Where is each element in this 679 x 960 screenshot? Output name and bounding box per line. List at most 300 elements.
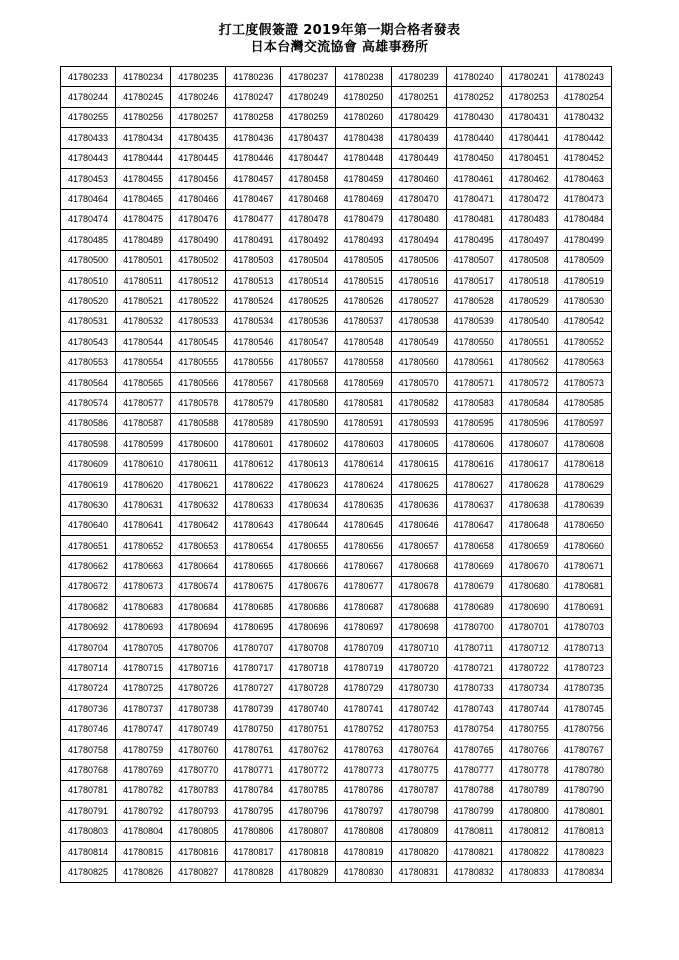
applicant-number-cell: 41780798	[391, 801, 446, 821]
applicant-number-cell: 41780651	[61, 535, 116, 555]
applicant-number-cell: 41780807	[281, 821, 336, 841]
applicant-number-cell: 41780577	[116, 393, 171, 413]
applicant-number-cell: 41780578	[171, 393, 226, 413]
applicant-number-cell: 41780783	[171, 780, 226, 800]
applicant-number-cell: 41780564	[61, 372, 116, 392]
table-row	[61, 230, 612, 250]
applicant-number-cell: 41780513	[226, 270, 281, 290]
applicant-number-cell: 41780502	[171, 250, 226, 270]
applicant-number-cell: 41780746	[61, 719, 116, 739]
applicant-number-cell: 41780706	[171, 637, 226, 657]
applicant-number-cell: 41780250	[336, 87, 391, 107]
applicant-number-cell: 41780743	[446, 699, 501, 719]
table-row	[61, 495, 612, 515]
applicant-number-cell: 41780585	[556, 393, 611, 413]
applicant-number-cell: 41780507	[446, 250, 501, 270]
applicant-number-cell: 41780727	[226, 678, 281, 698]
applicant-number-cell: 41780258	[226, 107, 281, 127]
applicant-number-cell: 41780504	[281, 250, 336, 270]
applicant-number-cell: 41780606	[446, 434, 501, 454]
applicant-number-cell: 41780460	[391, 168, 446, 188]
applicant-number-cell: 41780715	[116, 658, 171, 678]
applicant-number-cell: 41780492	[281, 230, 336, 250]
applicant-number-cell: 41780563	[556, 352, 611, 372]
applicant-number-cell: 41780609	[61, 454, 116, 474]
table-row	[61, 413, 612, 433]
table-row	[61, 841, 612, 861]
applicant-number-cell: 41780436	[226, 128, 281, 148]
table-row	[61, 576, 612, 596]
applicant-number-cell: 41780441	[501, 128, 556, 148]
applicant-number-cell: 41780725	[116, 678, 171, 698]
applicant-number-cell: 41780615	[391, 454, 446, 474]
applicant-number-cell: 41780675	[226, 576, 281, 596]
applicant-number-cell: 41780611	[171, 454, 226, 474]
applicant-number-cell: 41780447	[281, 148, 336, 168]
applicant-number-cell: 41780573	[556, 372, 611, 392]
applicant-number-cell: 41780526	[336, 291, 391, 311]
applicant-number-cell: 41780528	[446, 291, 501, 311]
applicant-number-cell: 41780555	[171, 352, 226, 372]
applicant-number-cell: 41780485	[61, 230, 116, 250]
applicant-number-cell: 41780602	[281, 434, 336, 454]
applicant-number-cell: 41780753	[391, 719, 446, 739]
applicant-number-cell: 41780234	[116, 67, 171, 87]
applicant-number-cell: 41780590	[281, 413, 336, 433]
applicant-number-cell: 41780760	[171, 739, 226, 759]
applicant-number-cell: 41780517	[446, 270, 501, 290]
table-row	[61, 780, 612, 800]
applicant-number-cell: 41780711	[446, 637, 501, 657]
applicant-number-cell: 41780580	[281, 393, 336, 413]
applicant-number-cell: 41780799	[446, 801, 501, 821]
applicant-number-cell: 41780806	[226, 821, 281, 841]
applicant-number-cell: 41780763	[336, 739, 391, 759]
applicant-number-cell: 41780607	[501, 434, 556, 454]
table-row	[61, 209, 612, 229]
applicant-number-cell: 41780645	[336, 515, 391, 535]
applicant-number-cell: 41780591	[336, 413, 391, 433]
applicant-number-cell: 41780562	[501, 352, 556, 372]
applicant-number-cell: 41780791	[61, 801, 116, 821]
applicant-number-cell: 41780758	[61, 739, 116, 759]
table-row	[61, 474, 612, 494]
applicant-number-cell: 41780240	[446, 67, 501, 87]
applicant-number-cell: 41780684	[171, 597, 226, 617]
applicant-number-cell: 41780613	[281, 454, 336, 474]
applicant-number-cell: 41780452	[556, 148, 611, 168]
applicant-number-cell: 41780548	[336, 332, 391, 352]
applicant-number-cell: 41780646	[391, 515, 446, 535]
applicant-number-cell: 41780638	[501, 495, 556, 515]
applicant-number-cell: 41780519	[556, 270, 611, 290]
applicant-number-cell: 41780574	[61, 393, 116, 413]
applicant-number-cell: 41780506	[391, 250, 446, 270]
applicant-number-cell: 41780558	[336, 352, 391, 372]
applicant-number-cell: 41780769	[116, 760, 171, 780]
applicant-number-cell: 41780256	[116, 107, 171, 127]
applicant-number-cell: 41780581	[336, 393, 391, 413]
applicant-number-cell: 41780681	[556, 576, 611, 596]
applicant-number-cell: 41780744	[501, 699, 556, 719]
applicant-number-cell: 41780712	[501, 637, 556, 657]
applicant-number-cell: 41780239	[391, 67, 446, 87]
applicant-number-cell: 41780717	[226, 658, 281, 678]
applicant-number-cell: 41780780	[556, 760, 611, 780]
table-row	[61, 801, 612, 821]
table-row	[61, 760, 612, 780]
applicant-number-cell: 41780705	[116, 637, 171, 657]
applicant-number-cell: 41780512	[171, 270, 226, 290]
applicant-number-cell: 41780767	[556, 739, 611, 759]
applicant-number-cell: 41780515	[336, 270, 391, 290]
applicant-number-cell: 41780619	[61, 474, 116, 494]
applicant-number-cell: 41780557	[281, 352, 336, 372]
applicant-number-cell: 41780579	[226, 393, 281, 413]
table-row	[61, 270, 612, 290]
applicant-number-cell: 41780237	[281, 67, 336, 87]
applicant-number-cell: 41780554	[116, 352, 171, 372]
applicant-number-cell: 41780721	[446, 658, 501, 678]
applicant-number-cell: 41780691	[556, 597, 611, 617]
applicant-number-cell: 41780759	[116, 739, 171, 759]
applicant-number-cell: 41780481	[446, 209, 501, 229]
page-title: 打工度假簽證 2019年第一期合格者發表	[218, 23, 461, 38]
applicant-number-cell: 41780572	[501, 372, 556, 392]
applicant-number-cell: 41780747	[116, 719, 171, 739]
applicant-number-cell: 41780456	[171, 168, 226, 188]
applicant-number-cell: 41780235	[171, 67, 226, 87]
applicant-number-cell: 41780817	[226, 841, 281, 861]
applicant-number-cell: 41780462	[501, 168, 556, 188]
table-row	[61, 637, 612, 657]
applicant-number-cell: 41780260	[336, 107, 391, 127]
applicant-number-cell: 41780787	[391, 780, 446, 800]
applicant-number-cell: 41780730	[391, 678, 446, 698]
applicant-number-cell: 41780640	[61, 515, 116, 535]
applicant-number-cell: 41780755	[501, 719, 556, 739]
applicant-number-cell: 41780437	[281, 128, 336, 148]
applicant-number-cell: 41780247	[226, 87, 281, 107]
applicant-number-cell: 41780629	[556, 474, 611, 494]
applicant-number-cell: 41780825	[61, 862, 116, 882]
applicant-number-cell: 41780650	[556, 515, 611, 535]
applicant-number-cell: 41780612	[226, 454, 281, 474]
applicant-number-cell: 41780704	[61, 637, 116, 657]
applicant-number-cell: 41780616	[446, 454, 501, 474]
applicant-number-cell: 41780455	[116, 168, 171, 188]
applicant-number-cell: 41780830	[336, 862, 391, 882]
applicant-number-cell: 41780518	[501, 270, 556, 290]
applicant-number-cell: 41780784	[226, 780, 281, 800]
applicant-number-cell: 41780739	[226, 699, 281, 719]
applicant-number-cell: 41780584	[501, 393, 556, 413]
applicant-number-cell: 41780610	[116, 454, 171, 474]
applicant-number-cell: 41780550	[446, 332, 501, 352]
applicant-number-cell: 41780499	[556, 230, 611, 250]
applicant-number-cell: 41780719	[336, 658, 391, 678]
applicant-number-cell: 41780668	[391, 556, 446, 576]
applicant-number-cell: 41780598	[61, 434, 116, 454]
applicant-number-cell: 41780553	[61, 352, 116, 372]
applicant-number-cell: 41780804	[116, 821, 171, 841]
applicant-number-cell: 41780797	[336, 801, 391, 821]
applicant-number-cell: 41780701	[501, 617, 556, 637]
applicant-number-cell: 41780692	[61, 617, 116, 637]
applicant-number-cell: 41780633	[226, 495, 281, 515]
applicant-number-cell: 41780259	[281, 107, 336, 127]
applicant-number-cell: 41780623	[281, 474, 336, 494]
applicant-number-cell: 41780466	[171, 189, 226, 209]
applicant-number-cell: 41780560	[391, 352, 446, 372]
applicant-number-cell: 41780796	[281, 801, 336, 821]
applicant-number-cell: 41780582	[391, 393, 446, 413]
applicant-number-cell: 41780599	[116, 434, 171, 454]
applicant-number-cell: 41780672	[61, 576, 116, 596]
applicant-number-cell: 41780813	[556, 821, 611, 841]
table-row	[61, 556, 612, 576]
applicant-number-cell: 41780443	[61, 148, 116, 168]
table-row	[61, 862, 612, 882]
applicant-number-cell: 41780814	[61, 841, 116, 861]
applicant-number-cell: 41780571	[446, 372, 501, 392]
applicant-number-cell: 41780771	[226, 760, 281, 780]
applicant-number-cell: 41780236	[226, 67, 281, 87]
table-row	[61, 821, 612, 841]
applicant-number-cell: 41780543	[61, 332, 116, 352]
applicant-number-cell: 41780716	[171, 658, 226, 678]
applicant-number-cell: 41780478	[281, 209, 336, 229]
applicant-number-cell: 41780679	[446, 576, 501, 596]
applicant-number-cell: 41780600	[171, 434, 226, 454]
applicant-number-cell: 41780530	[556, 291, 611, 311]
applicant-number-cell: 41780656	[336, 535, 391, 555]
applicant-number-cell: 41780503	[226, 250, 281, 270]
applicant-number-cell: 41780749	[171, 719, 226, 739]
applicant-number-cell: 41780565	[116, 372, 171, 392]
applicant-number-cell: 41780698	[391, 617, 446, 637]
applicant-number-cell: 41780475	[116, 209, 171, 229]
applicant-number-cell: 41780527	[391, 291, 446, 311]
applicant-number-cell: 41780589	[226, 413, 281, 433]
applicant-number-cell: 41780569	[336, 372, 391, 392]
applicant-number-cell: 41780520	[61, 291, 116, 311]
applicant-number-cell: 41780500	[61, 250, 116, 270]
applicant-number-cell: 41780510	[61, 270, 116, 290]
applicant-number-cell: 41780251	[391, 87, 446, 107]
applicant-number-cell: 41780630	[61, 495, 116, 515]
applicant-number-cell: 41780778	[501, 760, 556, 780]
applicant-number-cell: 41780534	[226, 311, 281, 331]
applicant-number-cell: 41780601	[226, 434, 281, 454]
applicant-number-cell: 41780676	[281, 576, 336, 596]
applicant-number-cell: 41780819	[336, 841, 391, 861]
applicant-number-cell: 41780537	[336, 311, 391, 331]
applicant-number-cell: 41780766	[501, 739, 556, 759]
applicant-number-cell: 41780673	[116, 576, 171, 596]
applicant-number-cell: 41780588	[171, 413, 226, 433]
applicant-number-cell: 41780625	[391, 474, 446, 494]
applicant-number-cell: 41780687	[336, 597, 391, 617]
applicant-number-cell: 41780700	[446, 617, 501, 637]
applicant-number-cell: 41780489	[116, 230, 171, 250]
applicant-number-cell: 41780827	[171, 862, 226, 882]
applicant-number-cell: 41780477	[226, 209, 281, 229]
applicant-number-cell: 41780788	[446, 780, 501, 800]
page-header	[0, 22, 679, 56]
applicant-number-cell: 41780249	[281, 87, 336, 107]
applicant-number-cell: 41780539	[446, 311, 501, 331]
applicant-number-cell: 41780648	[501, 515, 556, 535]
applicant-number-cell: 41780480	[391, 209, 446, 229]
applicant-number-cell: 41780738	[171, 699, 226, 719]
table-row	[61, 352, 612, 372]
applicant-number-cell: 41780505	[336, 250, 391, 270]
applicant-number-cell: 41780458	[281, 168, 336, 188]
applicant-number-cell: 41780750	[226, 719, 281, 739]
applicant-number-cell: 41780803	[61, 821, 116, 841]
applicant-number-cell: 41780718	[281, 658, 336, 678]
applicant-number-cell: 41780671	[556, 556, 611, 576]
applicant-number-cell: 41780632	[171, 495, 226, 515]
applicant-number-cell: 41780442	[556, 128, 611, 148]
applicant-number-cell: 41780473	[556, 189, 611, 209]
applicant-number-cell: 41780495	[446, 230, 501, 250]
applicant-number-cell: 41780680	[501, 576, 556, 596]
applicant-number-cell: 41780667	[336, 556, 391, 576]
applicant-number-cell: 41780547	[281, 332, 336, 352]
applicant-number-cell: 41780777	[446, 760, 501, 780]
applicant-number-cell: 41780678	[391, 576, 446, 596]
table-row	[61, 128, 612, 148]
applicant-number-cell: 41780697	[336, 617, 391, 637]
applicant-number-cell: 41780829	[281, 862, 336, 882]
table-row	[61, 454, 612, 474]
applicant-number-cell: 41780660	[556, 535, 611, 555]
table-row	[61, 332, 612, 352]
applicant-number-cell: 41780432	[556, 107, 611, 127]
applicant-number-cell: 41780772	[281, 760, 336, 780]
table-row	[61, 617, 612, 637]
applicant-number-cell: 41780834	[556, 862, 611, 882]
applicant-number-cell: 41780733	[446, 678, 501, 698]
applicant-number-cell: 41780621	[171, 474, 226, 494]
applicant-number-cell: 41780773	[336, 760, 391, 780]
applicant-number-cell: 41780682	[61, 597, 116, 617]
applicant-number-cell: 41780556	[226, 352, 281, 372]
applicant-number-cell: 41780693	[116, 617, 171, 637]
applicant-number-cell: 41780811	[446, 821, 501, 841]
applicant-number-cell: 41780529	[501, 291, 556, 311]
applicant-number-cell: 41780438	[336, 128, 391, 148]
applicant-number-cell: 41780728	[281, 678, 336, 698]
applicant-number-cell: 41780647	[446, 515, 501, 535]
applicant-number-cell: 41780493	[336, 230, 391, 250]
applicant-number-cell: 41780826	[116, 862, 171, 882]
applicant-number-cell: 41780525	[281, 291, 336, 311]
applicant-number-cell: 41780686	[281, 597, 336, 617]
applicant-number-cell: 41780561	[446, 352, 501, 372]
applicant-number-cell: 41780636	[391, 495, 446, 515]
applicant-number-cell: 41780514	[281, 270, 336, 290]
applicant-number-cell: 41780737	[116, 699, 171, 719]
applicant-number-cell: 41780641	[116, 515, 171, 535]
applicant-number-cell: 41780713	[556, 637, 611, 657]
applicant-number-cell: 41780474	[61, 209, 116, 229]
applicant-number-cell: 41780469	[336, 189, 391, 209]
applicant-number-cell: 41780435	[171, 128, 226, 148]
applicant-number-cell: 41780567	[226, 372, 281, 392]
applicant-number-cell: 41780246	[171, 87, 226, 107]
applicant-number-cell: 41780751	[281, 719, 336, 739]
applicant-number-cell: 41780627	[446, 474, 501, 494]
applicant-number-cell: 41780741	[336, 699, 391, 719]
applicant-number-cell: 41780768	[61, 760, 116, 780]
applicant-number-cell: 41780795	[226, 801, 281, 821]
applicant-number-cell: 41780662	[61, 556, 116, 576]
applicant-number-cell: 41780674	[171, 576, 226, 596]
applicant-number-cell: 41780440	[446, 128, 501, 148]
applicant-number-cell: 41780446	[226, 148, 281, 168]
applicant-number-cell: 41780544	[116, 332, 171, 352]
applicant-number-cell: 41780703	[556, 617, 611, 637]
applicant-number-cell: 41780468	[281, 189, 336, 209]
applicant-number-cell: 41780659	[501, 535, 556, 555]
applicant-number-cell: 41780831	[391, 862, 446, 882]
applicant-number-cell: 41780664	[171, 556, 226, 576]
applicant-number-cell: 41780597	[556, 413, 611, 433]
applicant-number-cell: 41780540	[501, 311, 556, 331]
table-row	[61, 291, 612, 311]
applicant-number-cell: 41780583	[446, 393, 501, 413]
applicant-number-cell: 41780628	[501, 474, 556, 494]
applicant-number-cell: 41780568	[281, 372, 336, 392]
applicant-number-cell: 41780433	[61, 128, 116, 148]
applicant-number-cell: 41780472	[501, 189, 556, 209]
applicant-number-cell: 41780479	[336, 209, 391, 229]
table-row	[61, 87, 612, 107]
table-row	[61, 372, 612, 392]
page-subtitle: 日本台灣交流協會 高雄事務所	[250, 40, 429, 55]
applicant-number-cell: 41780624	[336, 474, 391, 494]
applicant-number-cell: 41780708	[281, 637, 336, 657]
applicant-number-cell: 41780709	[336, 637, 391, 657]
applicant-number-cell: 41780761	[226, 739, 281, 759]
applicant-number-cell: 41780677	[336, 576, 391, 596]
applicant-number-cell: 41780670	[501, 556, 556, 576]
applicant-number-cell: 41780522	[171, 291, 226, 311]
applicant-number-cell: 41780476	[171, 209, 226, 229]
table-row	[61, 168, 612, 188]
applicant-number-cell: 41780241	[501, 67, 556, 87]
applicant-number-cell: 41780764	[391, 739, 446, 759]
applicant-number-cell: 41780654	[226, 535, 281, 555]
applicant-number-cell: 41780618	[556, 454, 611, 474]
applicant-number-cell: 41780726	[171, 678, 226, 698]
table-row	[61, 393, 612, 413]
table-row	[61, 699, 612, 719]
applicant-number-cell: 41780756	[556, 719, 611, 739]
applicant-number-cell: 41780257	[171, 107, 226, 127]
applicant-number-cell: 41780801	[556, 801, 611, 821]
table-row	[61, 250, 612, 270]
applicant-number-cell: 41780429	[391, 107, 446, 127]
applicant-number-cell: 41780617	[501, 454, 556, 474]
applicant-number-cell: 41780453	[61, 168, 116, 188]
applicant-number-cell: 41780531	[61, 311, 116, 331]
applicant-number-cell: 41780494	[391, 230, 446, 250]
applicant-number-cell: 41780745	[556, 699, 611, 719]
